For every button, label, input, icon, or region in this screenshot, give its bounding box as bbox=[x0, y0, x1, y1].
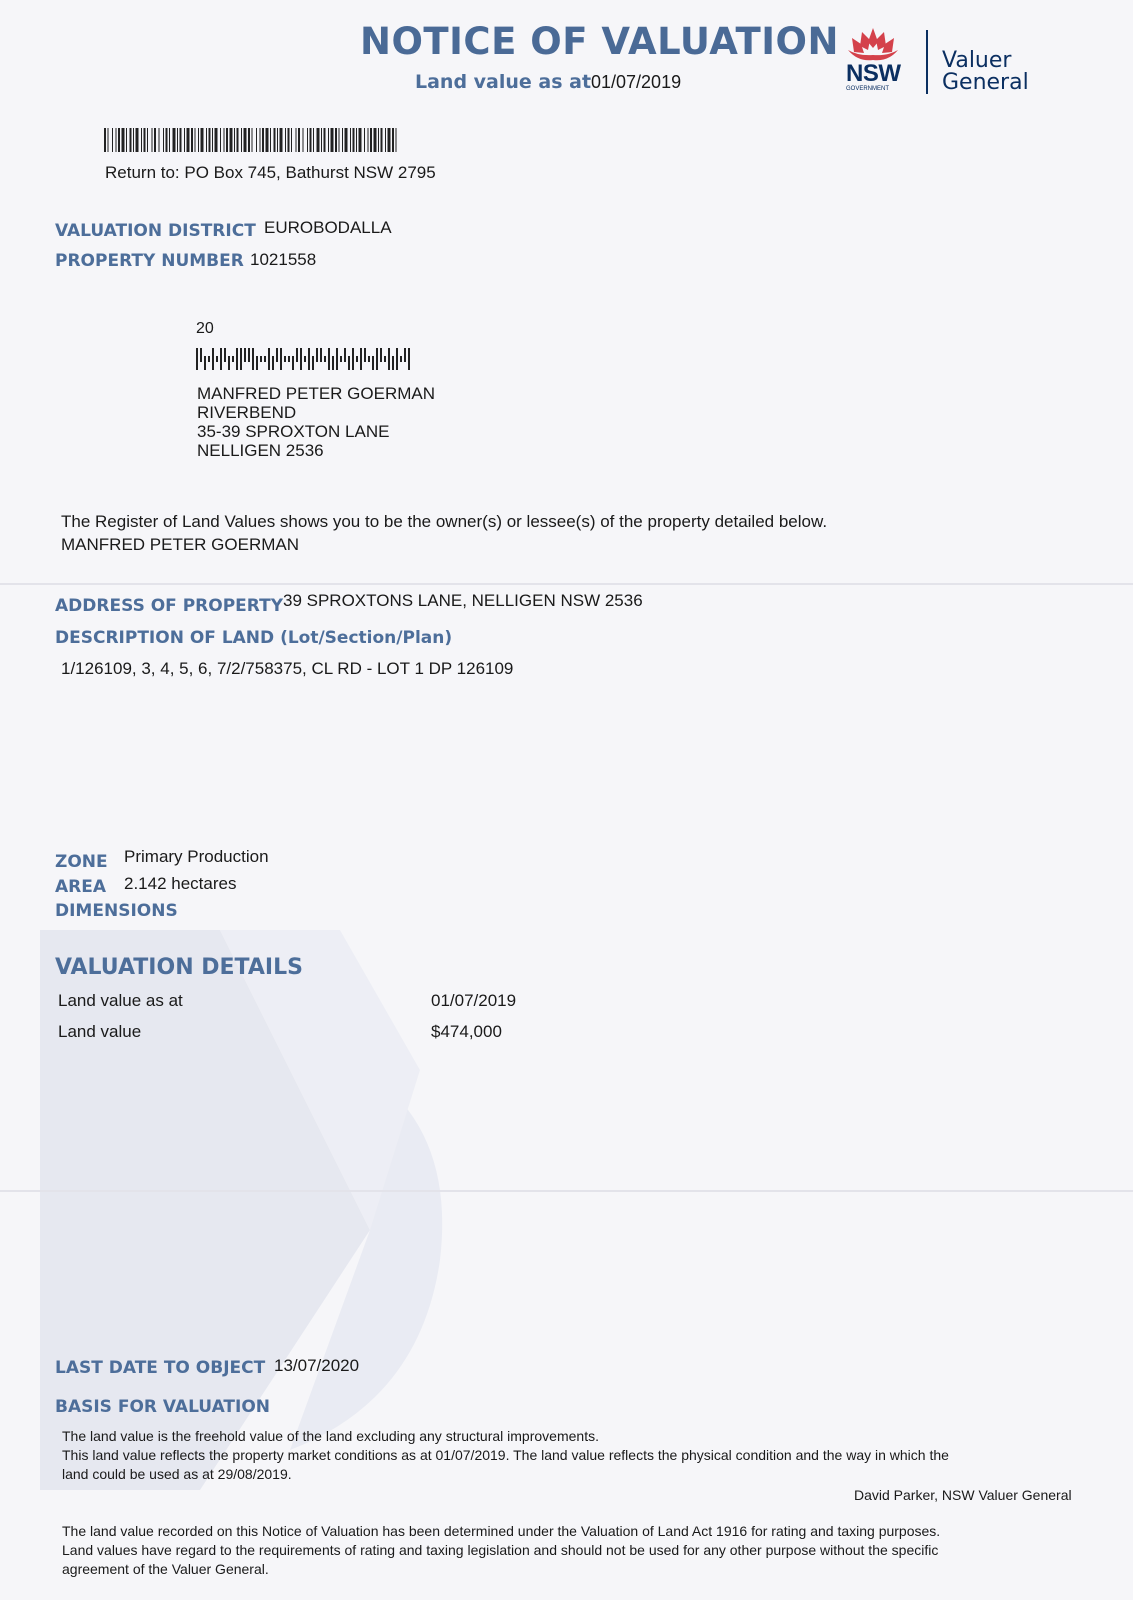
address-of-property-value: 39 SPROXTONS LANE, NELLIGEN NSW 2536 bbox=[283, 591, 643, 610]
signature: David Parker, NSW Valuer General bbox=[854, 1487, 1072, 1503]
page-title: NOTICE OF VALUATION bbox=[360, 20, 839, 63]
valuation-details-heading: VALUATION DETAILS bbox=[55, 955, 303, 980]
land-value-as-at-date: 01/07/2019 bbox=[591, 72, 682, 92]
address-line: 35-39 SPROXTON LANE bbox=[197, 422, 390, 441]
nsw-text: NSW bbox=[846, 60, 901, 87]
general-text: General bbox=[942, 70, 1029, 95]
valuation-row-value: 01/07/2019 bbox=[431, 991, 517, 1010]
owner-name: MANFRED PETER GOERMAN bbox=[61, 535, 300, 554]
basis-for-valuation-heading: BASIS FOR VALUATION bbox=[55, 1397, 271, 1417]
valuation-district-value: EUROBODALLA bbox=[264, 218, 392, 237]
footer-line: Land values have regard to the requirements of rating and taxing legislation and should not be used for any other purpose without the specific bbox=[62, 1542, 939, 1558]
owner-statement: The Register of Land Values shows you to be the owner(s) or lessee(s) of the property detailed below. bbox=[61, 512, 828, 531]
waratah-icon bbox=[844, 26, 902, 64]
address-line: MANFRED PETER GOERMAN bbox=[197, 384, 436, 403]
valuation-row-label: Land value as at bbox=[58, 991, 183, 1010]
valuation-district-label: VALUATION DISTRICT bbox=[55, 221, 256, 241]
zone-label: ZONE bbox=[55, 852, 108, 872]
land-value-as-at-label: Land value as at bbox=[415, 71, 592, 93]
sort-code: 20 bbox=[196, 320, 214, 337]
valuation-row-label: Land value bbox=[58, 1022, 142, 1041]
address-of-property-label: ADDRESS OF PROPERTY bbox=[55, 596, 284, 616]
basis-line: This land value reflects the property market conditions as at 01/07/2019. The land value reflects the physical condition and the way in which the bbox=[62, 1447, 949, 1463]
description-of-land-value: 1/126109, 3, 4, 5, 6, 7/2/758375, CL RD - LOT 1 DP 126109 bbox=[61, 659, 514, 678]
area-label: AREA bbox=[55, 877, 107, 897]
address-line: RIVERBEND bbox=[197, 403, 297, 422]
footer-line: agreement of the Valuer General. bbox=[62, 1561, 269, 1577]
last-date-to-object-value: 13/07/2020 bbox=[274, 1356, 360, 1375]
last-date-to-object-label: LAST DATE TO OBJECT bbox=[55, 1358, 266, 1378]
description-of-land-label: DESCRIPTION OF LAND (Lot/Section/Plan) bbox=[55, 628, 453, 648]
postal-barcode bbox=[196, 348, 411, 370]
area-value: 2.142 hectares bbox=[124, 874, 237, 893]
basis-text bbox=[62, 1427, 1102, 1484]
valuer-text: Valuer bbox=[942, 48, 1012, 73]
basis-line: land could be used as at 29/08/2019. bbox=[62, 1466, 292, 1482]
basis-line: The land value is the freehold value of the land excluding any structural improvements. bbox=[62, 1428, 599, 1444]
fold-line bbox=[0, 1190, 1133, 1192]
return-address: Return to: PO Box 745, Bathurst NSW 2795 bbox=[105, 163, 436, 182]
nsw-valuer-general-logo bbox=[842, 24, 1042, 104]
government-text: GOVERNMENT bbox=[846, 86, 890, 92]
property-number-label: PROPERTY NUMBER bbox=[55, 251, 244, 271]
property-number-value: 1021558 bbox=[250, 250, 317, 269]
land-value-amount: $474,000 bbox=[431, 1022, 502, 1041]
logo-divider bbox=[926, 30, 928, 94]
valuer-general-text bbox=[942, 50, 1029, 94]
fold-line bbox=[0, 583, 1133, 585]
dimensions-label: DIMENSIONS bbox=[55, 901, 178, 921]
zone-value: Primary Production bbox=[124, 847, 269, 866]
footer-text bbox=[62, 1522, 1112, 1579]
footer-line: The land value recorded on this Notice of Valuation has been determined under the Valuation of Land Act 1916 for rating and taxing purposes. bbox=[62, 1523, 941, 1539]
barcode bbox=[104, 128, 398, 152]
mailing-address bbox=[197, 384, 435, 460]
address-line: NELLIGEN 2536 bbox=[197, 441, 324, 460]
